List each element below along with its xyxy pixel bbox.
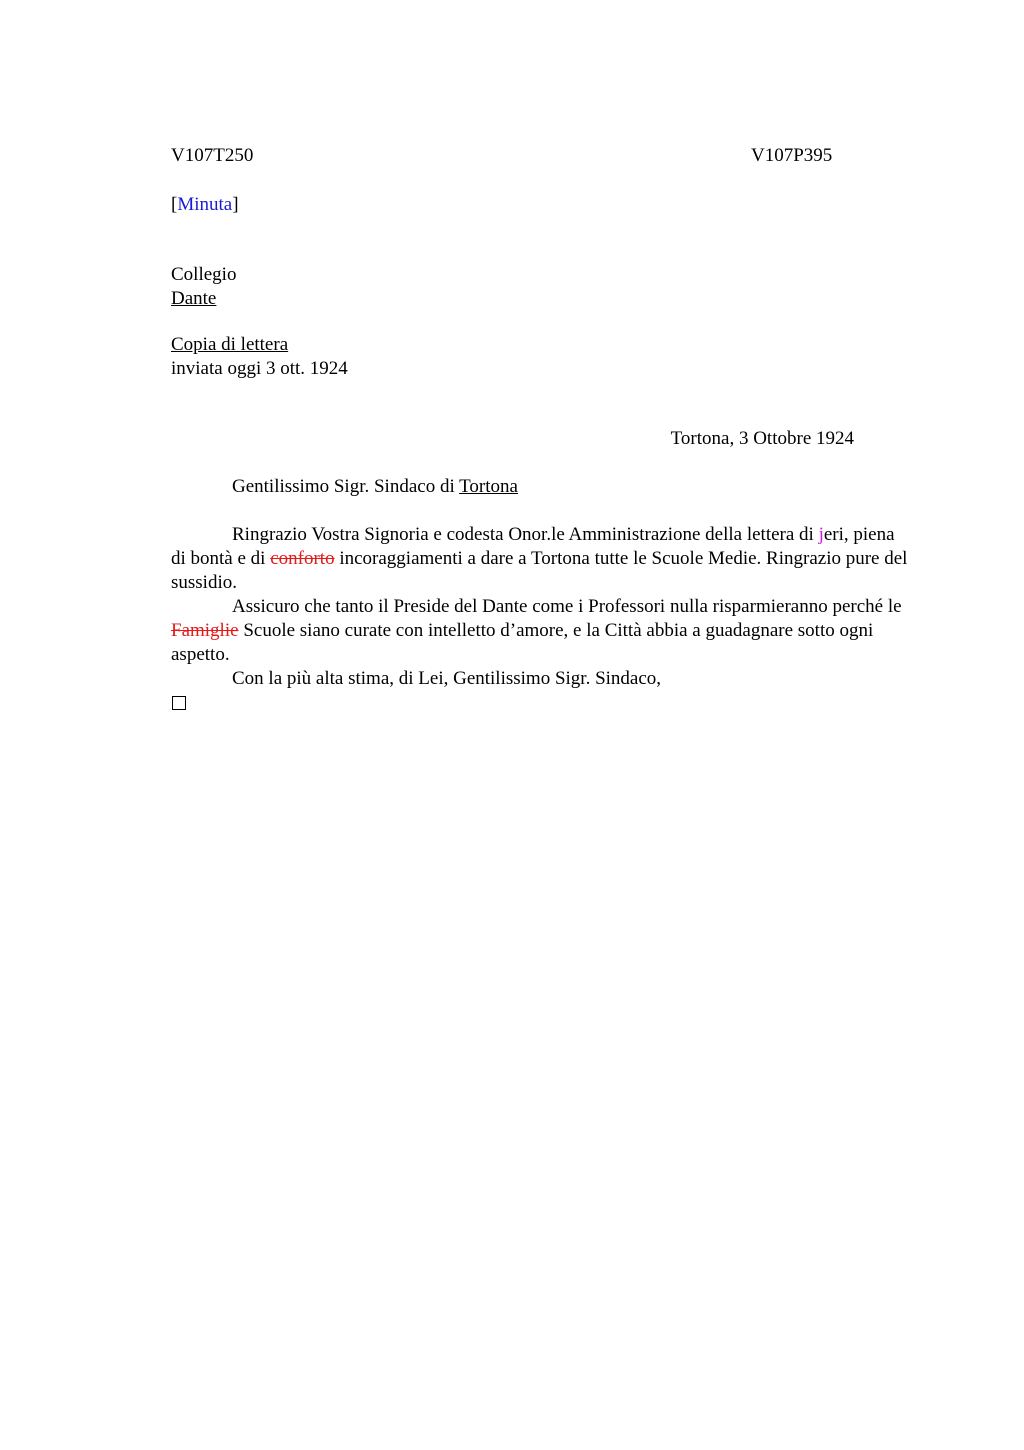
minuta-close-bracket: ] [232,194,239,215]
deleted-word-famiglie: Famiglie [171,620,239,641]
minuta-label [171,193,911,217]
checkbox-icon [172,696,186,710]
paragraph-thanks [171,523,911,595]
paragraph-assurance [171,595,911,667]
paragraph-closing: Con la più alta stima, di Lei, Gentilissimo Sigr. Sindaco, [232,668,662,689]
minuta-text: Minuta [177,194,233,215]
salutation [171,475,911,499]
ref-code-left: V107T250 [171,145,254,166]
sender-block [171,263,911,311]
minuta-open-bracket: [ [171,194,178,215]
copy-note-date: inviata oggi 3 ott. 1924 [171,358,348,379]
reference-codes [171,145,911,171]
paragraph1-part2: eri, piena di bontà e di [171,524,895,569]
copy-note-title: Copia di lettera [171,334,289,355]
letter-page [171,145,911,710]
paragraph2-part1: Assicuro che tanto il Preside del Dante come i Professori nulla risparmieranno perché le [232,596,902,617]
deleted-word-conforto: conforto [270,548,335,569]
copy-note-block [171,333,911,381]
date-line: Tortona, 3 Ottobre 1924 [670,428,854,449]
ref-code-right: V107P395 [751,145,833,166]
salutation-place: Tortona [459,476,518,497]
sender-line-dante: Dante [171,288,217,309]
paragraph2-part2: Scuole siano curate con intelletto d’amore, e la Città abbia a guadagnare sotto ogni aspetto. [171,620,874,665]
salutation-text: Gentilissimo Sigr. Sindaco di [232,476,460,497]
inserted-letter: j [818,524,824,545]
paragraph1-part3: incoraggiamenti a dare a Tortona tutte le Scuole Medie. Ringrazio pure del sussidio. [171,548,908,593]
paragraph1-part1: Ringrazio Vostra Signoria e codesta Onor.le Amministrazione della lettera di [232,524,819,545]
sender-line-collegio: Collegio [171,264,237,285]
